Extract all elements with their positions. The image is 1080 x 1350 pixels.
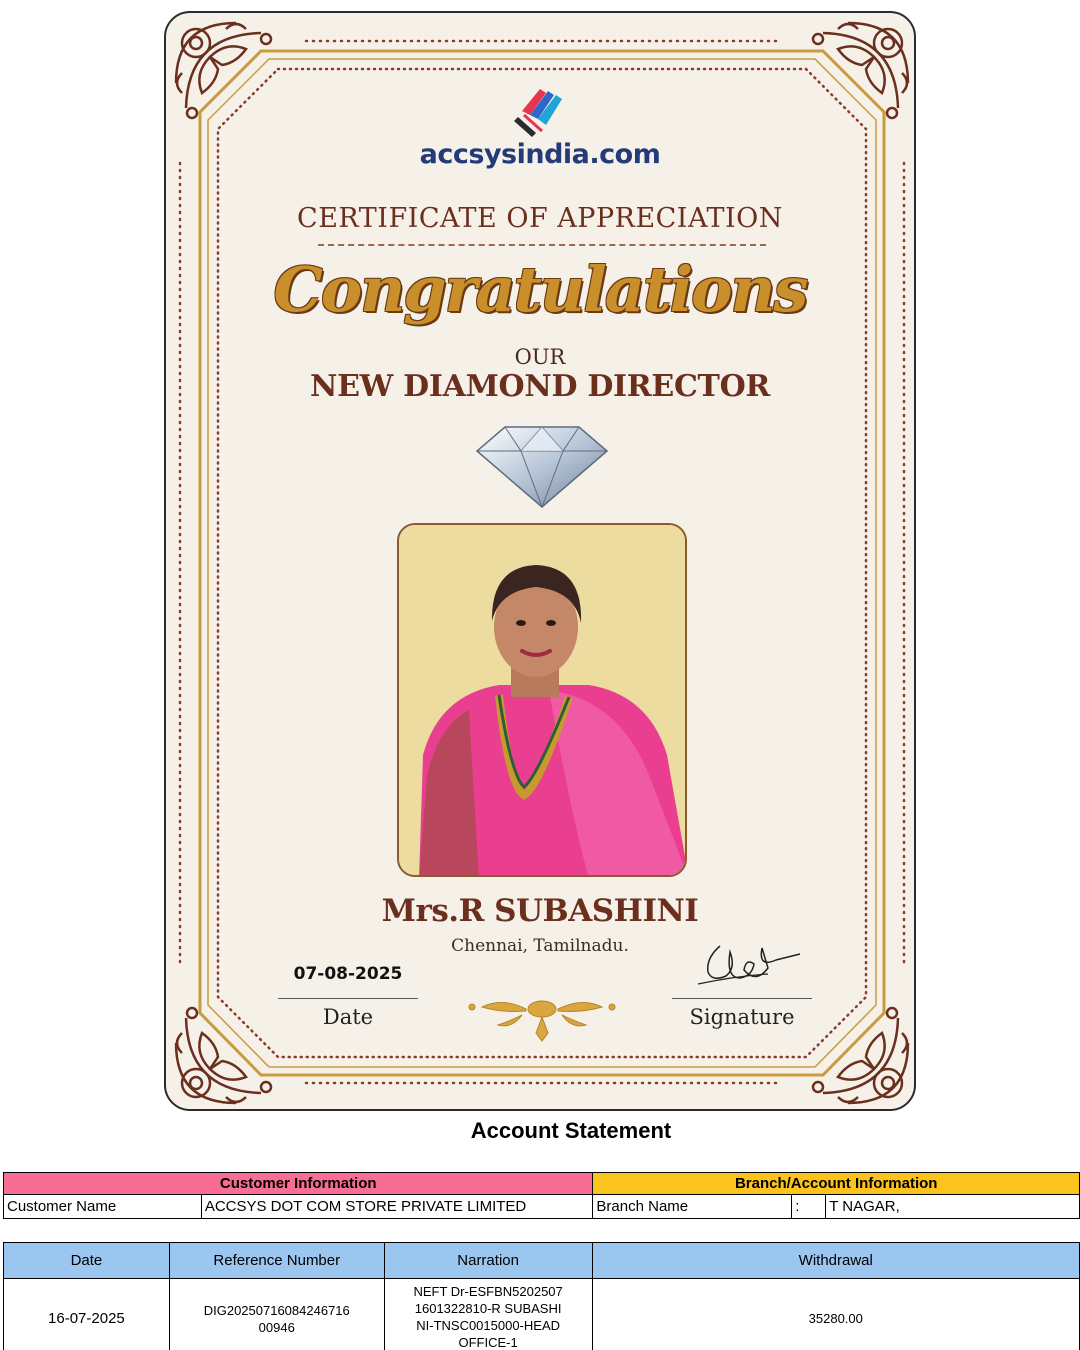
recipient-photo — [397, 523, 687, 877]
logo-text: accsysindia.com — [419, 139, 661, 170]
column-header-reference: Reference Number — [169, 1243, 384, 1279]
row-narration — [384, 1279, 592, 1350]
date-line — [278, 998, 418, 999]
branch-info-header: Branch/Account Information — [593, 1173, 1080, 1195]
congratulations-headline: Congratulations — [273, 253, 807, 326]
signature-line — [672, 998, 812, 999]
portrait-image — [399, 525, 687, 877]
narration-line: NEFT Dr-ESFBN5202507 — [413, 1284, 563, 1299]
brand-logo — [166, 81, 914, 170]
narration-line: 1601322810-R SUBASHI — [414, 1301, 562, 1316]
column-header-date: Date — [4, 1243, 170, 1279]
date-label: Date — [322, 1005, 374, 1029]
customer-name-label: Customer Name — [4, 1195, 202, 1219]
title-divider — [318, 244, 766, 246]
row-date: 16-07-2025 — [4, 1279, 170, 1350]
certificate — [164, 11, 916, 1111]
ceo-signature — [696, 938, 806, 994]
rank-title: NEW DIAMOND DIRECTOR — [309, 369, 771, 404]
column-header-withdrawal: Withdrawal — [592, 1243, 1079, 1279]
transactions-table — [3, 1242, 1080, 1350]
certificate-title: CERTIFICATE OF APPRECIATION — [297, 203, 783, 234]
gold-ornament-icon — [462, 993, 622, 1043]
narration-line: OFFICE-1 — [458, 1335, 518, 1350]
reference-line: DIG20250716084246716 — [203, 1302, 350, 1318]
recipient-name: Mrs.R SUBASHINI — [381, 893, 699, 929]
date-value: 07-08-2025 — [293, 964, 403, 984]
narration-line: NI-TNSC0015000-HEAD — [416, 1318, 561, 1333]
branch-name-value: T NAGAR, — [826, 1195, 1080, 1219]
row-reference — [169, 1279, 384, 1350]
customer-name-value: ACCSYS DOT COM STORE PRIVATE LIMITED — [201, 1195, 593, 1219]
row-withdrawal: 35280.00 — [592, 1279, 1079, 1350]
recipient-location: Chennai, Tamilnadu. — [451, 936, 629, 956]
reference-line: 00946 — [258, 1319, 295, 1335]
table-row — [4, 1279, 1080, 1350]
statement-title: Account Statement — [470, 1118, 672, 1143]
customer-info-header: Customer Information — [4, 1173, 593, 1195]
accsys-logo-icon — [512, 81, 568, 139]
branch-name-label: Branch Name — [593, 1195, 792, 1219]
branch-separator: : — [792, 1195, 826, 1219]
signature-label: Signature — [689, 1005, 795, 1029]
column-header-narration: Narration — [384, 1243, 592, 1279]
account-info-table — [3, 1172, 1080, 1219]
subtitle-our: OUR — [514, 345, 566, 369]
diamond-icon — [475, 423, 609, 509]
